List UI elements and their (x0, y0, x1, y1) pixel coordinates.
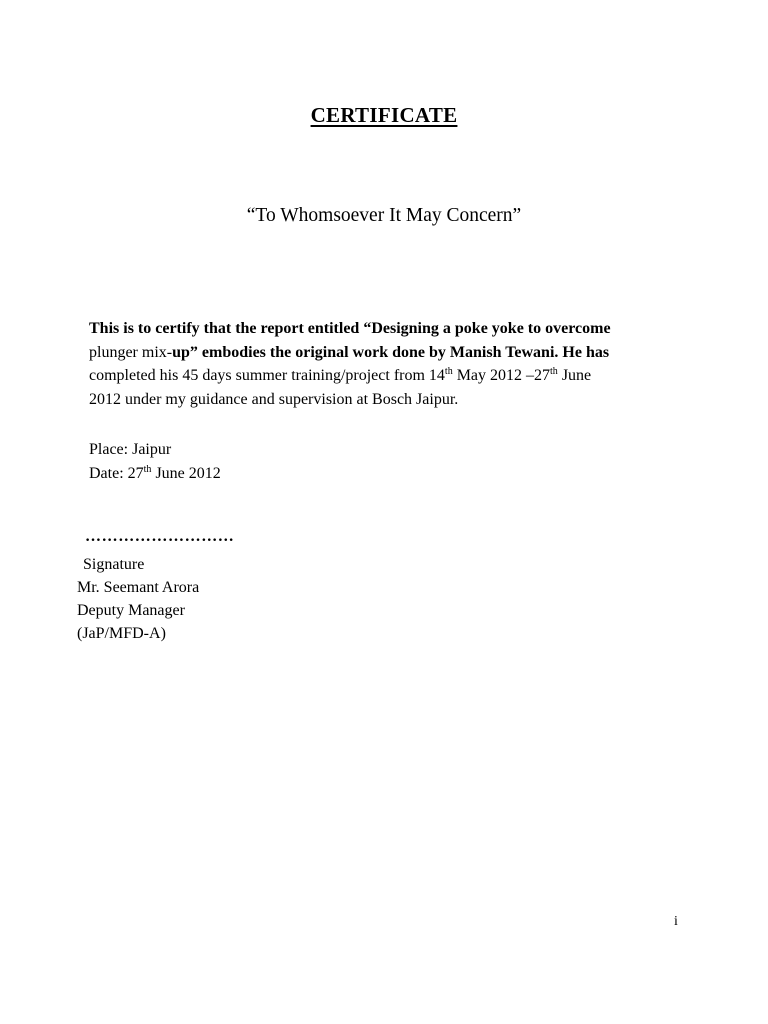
body-line-4: 2012 under my guidance and supervision at Bosch Jaipur. (89, 390, 459, 408)
place-line: Place: Jaipur (89, 441, 172, 458)
signatory-title: Deputy Manager (77, 602, 185, 619)
date-start: Date: 27 (89, 465, 144, 482)
date-line (89, 462, 221, 486)
body-line-2-start: plunger mix- (89, 343, 173, 361)
signatory-department: (JaP/MFD-A) (77, 625, 166, 642)
signature-label: Signature (83, 556, 145, 573)
place-date-block (89, 438, 221, 486)
signatory-name: Mr. Seemant Arora (77, 579, 200, 596)
ordinal-suffix: th (550, 366, 558, 377)
body-line-3 (89, 364, 689, 388)
body-line-1: This is to certify that the report entitled “Designing a poke yoke to overcome (89, 320, 611, 337)
certificate-title: CERTIFICATE (310, 103, 458, 127)
signature-line: ……………………… (85, 528, 235, 545)
ordinal-suffix: th (444, 366, 453, 377)
body-line-2 (89, 341, 689, 365)
signatory-block (77, 553, 199, 645)
body-line-3-end: June (557, 367, 592, 384)
certificate-body (89, 317, 689, 411)
page-number: i (674, 914, 678, 929)
body-line-2-end: up” embodies the original work done by Manish Tewani. He has (172, 343, 610, 361)
date-end: June 2012 (151, 465, 221, 482)
ordinal-suffix: th (143, 464, 152, 475)
body-line-3-mid: May 2012 –27 (452, 367, 551, 384)
body-line-3-start: completed his 45 days summer training/project from 14 (89, 367, 445, 384)
certificate-salutation: “To Whomsoever It May Concern” (246, 205, 522, 226)
